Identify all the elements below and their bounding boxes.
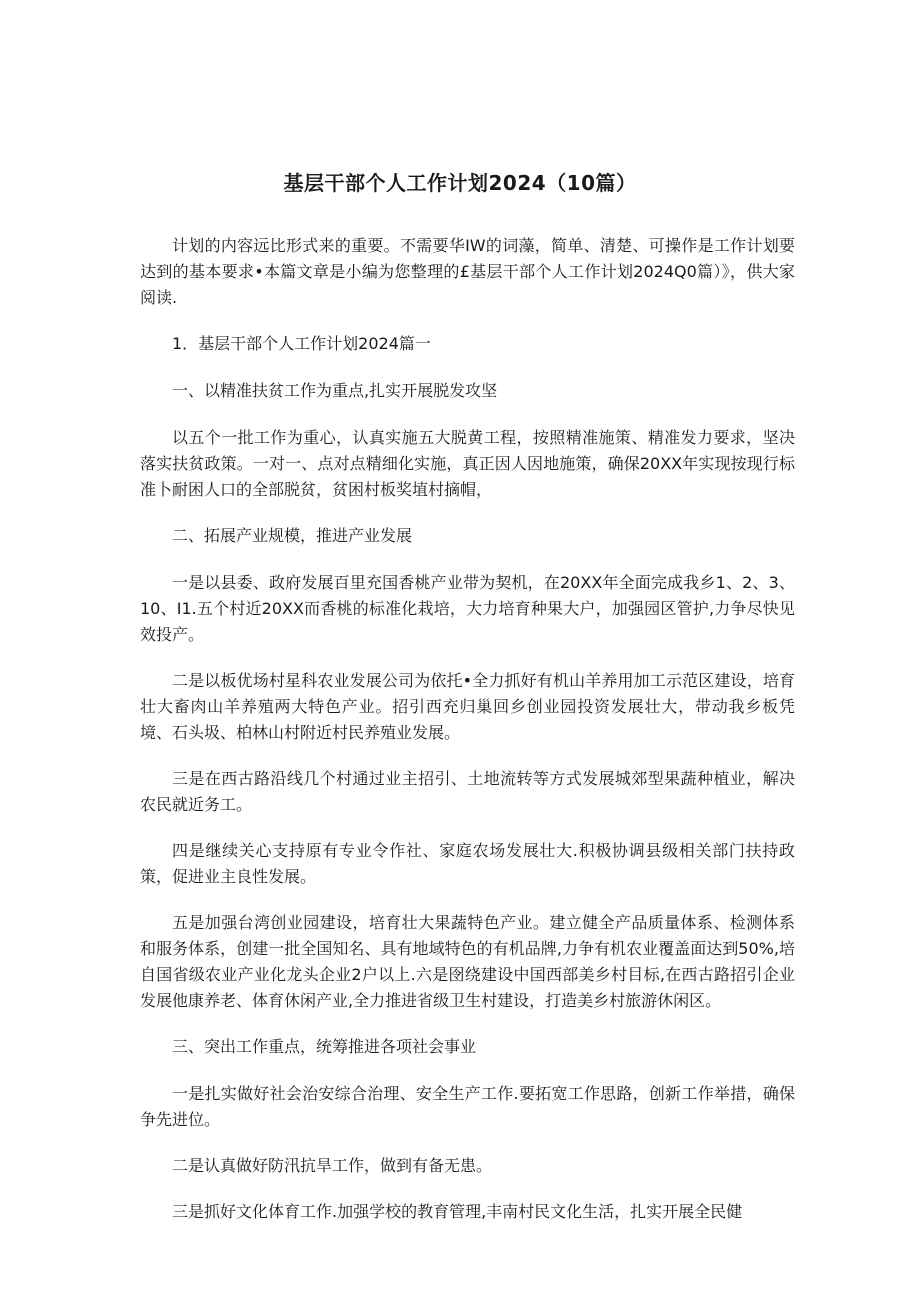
heading-2: 二、拓展产业规模，推进产业发展 — [172, 526, 413, 545]
paragraph: 四是继续关心支持原有专业令作社、家庭农场发展壮大.积极协调县级相关部门扶持政策，促进业主良性发展。 — [140, 841, 795, 886]
paragraph: 一是以县委、政府发展百里充国香桃产业带为契机，在20XX年全面完成我乡1、2、3、10、I1.五个村近20XX而香桃的标准化栽培，大力培育种果大户，加强园区管护,力争尽快见效投产。 — [140, 573, 795, 644]
heading-1: 一、以精准扶贫工作为重点,扎实开展脱发攻坚 — [172, 381, 498, 400]
paragraph: 以五个一批工作为重心，认真实施五大脱黄工程，按照精准施策、精准发力要求，坚决落实扶贫政策。一对一、点对点精细化实施，真正因人因地施策，确保20XX年实现按现行标准卜耐困人口的全部脱贫，贫困村板奖埴村摘帽， — [140, 428, 795, 499]
intro-paragraph: 计划的内容远比形式来的重要。不需要华IW的词藻，简单、清楚、可操作是工作计划要达到的基本要求•本篇文章是小编为您整理的£基层干部个人工作计划2024Q0篇）》，供大家阅读. — [140, 236, 795, 307]
paragraph: 五是加强台湾创业园建设，培育壮大果蔬特色产业。建立健全产品质量体系、检测体系和服务体系，创建一批全国知名、具有地域特色的有机品牌,力争有机农业覆盖面达到50%,培自国省级农业产业化龙头企业2户以上.六是囹绕建设中国西部美乡村目标,在西古路招引企业发展他康养老、体育休闲产业,全力推进省级卫生村建设，打造美乡村旅游休闲区。 — [140, 913, 795, 1010]
paragraph: 一是扎实做好社会治安综合治理、安全生产工作.要拓宽工作思路，创新工作举措，确保争先进位。 — [140, 1084, 795, 1129]
document-body — [140, 233, 795, 1245]
paragraph: 三是抓好文化体育工作.加强学校的教育管理,丰南村民文化生活，扎实开展全民健 — [172, 1202, 743, 1221]
document-title: 基层干部个人工作计划2024（10篇） — [283, 171, 637, 195]
paragraph: 二是认真做好防汛抗旱工作，做到有备无患。 — [172, 1156, 493, 1175]
paragraph: 三是在西古路沿线几个村通过业主招引、土地流转等方式发展城郊型果蔬种植业，解决农民就近务工。 — [140, 769, 795, 814]
paragraph: 二是以板优场村星科农业发展公司为依托•全力抓好有机山羊养用加工示范区建设，培育壮大畜肉山羊养殖两大特色产业。招引西充归巢回乡创业园投资发展壮大，带动我乡板凭境、石头圾、柏林山村附近村民养殖业发展。 — [140, 671, 795, 742]
heading-3: 三、突出工作重点，统筹推进各项社会事业 — [172, 1037, 477, 1056]
section-title: 1．基层干部个人工作计划2024篇一 — [172, 334, 431, 353]
